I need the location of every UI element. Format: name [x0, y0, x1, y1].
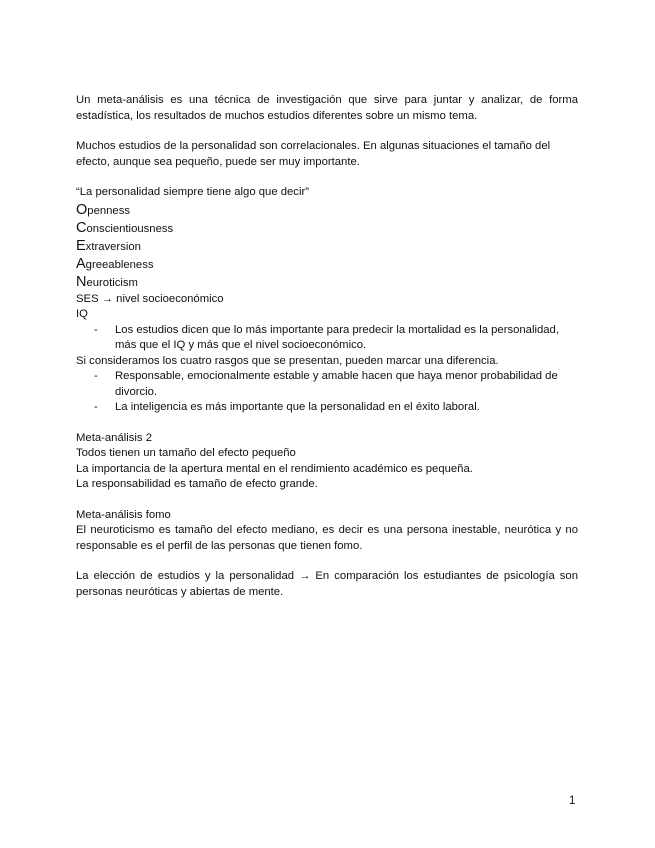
intro-paragraph: Un meta-análisis es una técnica de investigación que sirve para juntar y analizar, de forma estadística, los resultados de muchos estudios diferentes sobre un mismo tema.: [76, 94, 578, 122]
meta2-line: La responsabilidad es tamaño de efecto grande.: [76, 478, 318, 490]
consider-line: Si consideramos los cuatro rasgos que se presentan, pueden marcar una diferencia.: [76, 354, 499, 367]
trait-extraversion: Extraversion: [76, 237, 141, 254]
list-item: - Responsable, emocionalmente estable y amable hacen que haya menor probabilidad de divorcio.: [94, 370, 558, 398]
ses-line: SES → nivel socioeconómico: [76, 292, 224, 305]
trait-conscientiousness: Conscientiousness: [76, 219, 174, 236]
list-item: - La inteligencia es más importante que la personalidad en el éxito laboral.: [94, 401, 480, 413]
meta2-heading: Meta-análisis 2: [76, 431, 152, 444]
metafomo-heading: Meta-análisis fomo: [76, 508, 171, 521]
metafomo-text: El neuroticismo es tamaño del efecto mediano, es decir es una persona inestable, neurótica y no responsable es el perfil de las personas que tienen fomo.: [76, 524, 578, 552]
trait-openness: Openness: [76, 201, 130, 218]
meta2-line: Todos tienen un tamaño del efecto pequeño: [76, 447, 296, 459]
list-item: - Los estudios dicen que lo más importante para predecir la mortalidad es la personalidad, más que el IQ y más que el nivel socioeconómico.: [94, 323, 559, 351]
quote-line: “La personalidad siempre tiene algo que decir”: [76, 186, 309, 198]
meta2-line: La importancia de la apertura mental en el rendimiento académico es pequeña.: [76, 462, 473, 475]
trait-agreeableness: Agreeableness: [76, 255, 154, 272]
page-number: 1: [569, 795, 576, 807]
document-body: [76, 93, 578, 600]
trait-neuroticism: Neuroticism: [76, 273, 138, 290]
correlational-paragraph: Muchos estudios de la personalidad son correlacionales. En algunas situaciones el tamaño del efecto, aunque sea pequeño, puede ser muy importante.: [76, 140, 551, 168]
iq-line: IQ: [76, 308, 88, 320]
eleccion-paragraph: La elección de estudios y la personalidad → En comparación los estudiantes de psicología son personas neuróticas y abiertas de mente.: [76, 570, 578, 598]
